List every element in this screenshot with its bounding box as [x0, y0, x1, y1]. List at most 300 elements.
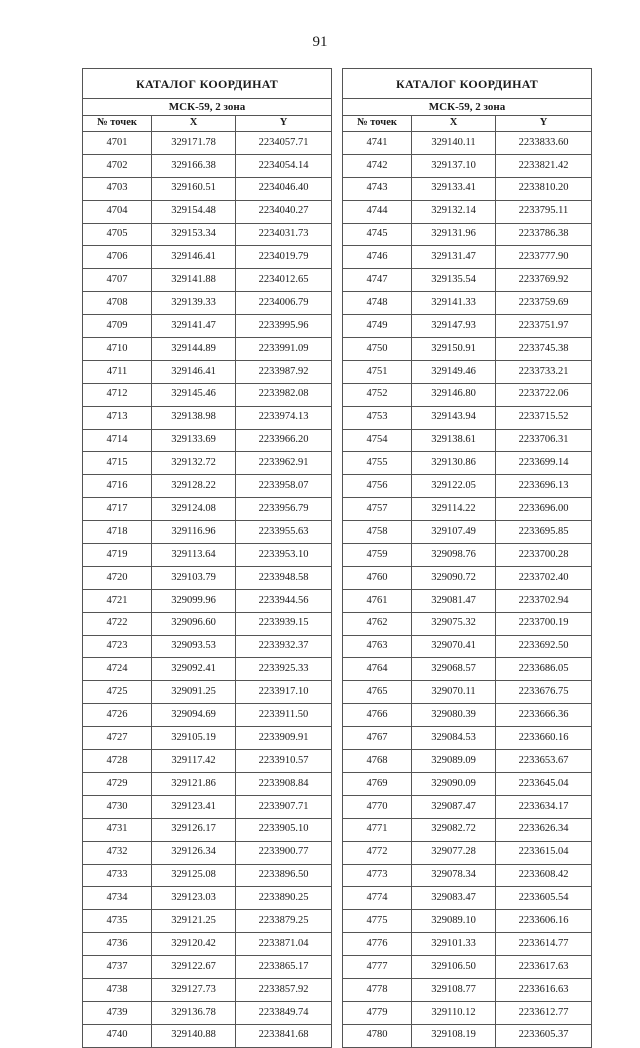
- x-coordinate-cell: 329075.32: [412, 612, 496, 635]
- y-coordinate-cell: 2233626.34: [496, 818, 592, 841]
- x-coordinate-cell: 329094.69: [152, 704, 236, 727]
- y-coordinate-cell: 2233666.36: [496, 704, 592, 727]
- coordinate-system-label: МСК-59, 2 зона: [83, 99, 332, 116]
- table-row: [83, 406, 332, 429]
- point-number-cell: 4706: [83, 246, 152, 269]
- point-number-cell: 4709: [83, 315, 152, 338]
- table-row: [343, 910, 592, 933]
- y-coordinate-cell: 2233900.77: [236, 841, 332, 864]
- table-row: [83, 292, 332, 315]
- y-coordinate-cell: 2233715.52: [496, 406, 592, 429]
- x-coordinate-cell: 329145.46: [152, 383, 236, 406]
- x-coordinate-cell: 329077.28: [412, 841, 496, 864]
- x-coordinate-cell: 329154.48: [152, 200, 236, 223]
- x-coordinate-cell: 329153.34: [152, 223, 236, 246]
- point-number-cell: 4744: [343, 200, 412, 223]
- y-coordinate-cell: 2233953.10: [236, 544, 332, 567]
- y-coordinate-cell: 2233777.90: [496, 246, 592, 269]
- column-header-point-number: № точек: [83, 116, 152, 132]
- y-coordinate-cell: 2233917.10: [236, 681, 332, 704]
- table-row: [343, 704, 592, 727]
- table-row: [343, 933, 592, 956]
- table-row: [343, 658, 592, 681]
- x-coordinate-cell: 329124.08: [152, 498, 236, 521]
- x-coordinate-cell: 329101.33: [412, 933, 496, 956]
- table-row: [343, 132, 592, 155]
- y-coordinate-cell: 2233871.04: [236, 933, 332, 956]
- table-row: [343, 589, 592, 612]
- table-row: [83, 772, 332, 795]
- y-coordinate-cell: 2233751.97: [496, 315, 592, 338]
- table-row: [83, 383, 332, 406]
- coordinate-system-label: МСК-59, 2 зона: [343, 99, 592, 116]
- table-row: [83, 1024, 332, 1047]
- y-coordinate-cell: 2233958.07: [236, 475, 332, 498]
- table-row: [83, 360, 332, 383]
- x-coordinate-cell: 329093.53: [152, 635, 236, 658]
- point-number-cell: 4775: [343, 910, 412, 933]
- table-row: [83, 223, 332, 246]
- table-row: [83, 452, 332, 475]
- table-row: [83, 521, 332, 544]
- y-coordinate-cell: 2233612.77: [496, 1001, 592, 1024]
- y-coordinate-cell: 2233702.94: [496, 589, 592, 612]
- y-coordinate-cell: 2233890.25: [236, 887, 332, 910]
- point-number-cell: 4712: [83, 383, 152, 406]
- table-row: [343, 887, 592, 910]
- table-row: [83, 658, 332, 681]
- x-coordinate-cell: 329126.17: [152, 818, 236, 841]
- x-coordinate-cell: 329139.33: [152, 292, 236, 315]
- y-coordinate-cell: 2233841.68: [236, 1024, 332, 1047]
- x-coordinate-cell: 329122.67: [152, 956, 236, 979]
- table-row: [343, 177, 592, 200]
- point-number-cell: 4761: [343, 589, 412, 612]
- x-coordinate-cell: 329138.61: [412, 429, 496, 452]
- x-coordinate-cell: 329133.69: [152, 429, 236, 452]
- table-row: [83, 887, 332, 910]
- point-number-cell: 4714: [83, 429, 152, 452]
- column-header-y: Y: [496, 116, 592, 132]
- y-coordinate-cell: 2233759.69: [496, 292, 592, 315]
- x-coordinate-cell: 329123.41: [152, 795, 236, 818]
- point-number-cell: 4766: [343, 704, 412, 727]
- y-coordinate-cell: 2233932.37: [236, 635, 332, 658]
- y-coordinate-cell: 2233908.84: [236, 772, 332, 795]
- x-coordinate-cell: 329160.51: [152, 177, 236, 200]
- point-number-cell: 4760: [343, 566, 412, 589]
- point-number-cell: 4739: [83, 1001, 152, 1024]
- x-coordinate-cell: 329130.86: [412, 452, 496, 475]
- table-row: [83, 818, 332, 841]
- y-coordinate-cell: 2233909.91: [236, 727, 332, 750]
- x-coordinate-cell: 329107.49: [412, 521, 496, 544]
- x-coordinate-cell: 329137.10: [412, 154, 496, 177]
- y-coordinate-cell: 2233722.06: [496, 383, 592, 406]
- y-coordinate-cell: 2233810.20: [496, 177, 592, 200]
- y-coordinate-cell: 2233910.57: [236, 750, 332, 773]
- table-row: [83, 864, 332, 887]
- x-coordinate-cell: 329121.25: [152, 910, 236, 933]
- y-coordinate-cell: 2233608.42: [496, 864, 592, 887]
- point-number-cell: 4777: [343, 956, 412, 979]
- point-number-cell: 4704: [83, 200, 152, 223]
- point-number-cell: 4722: [83, 612, 152, 635]
- point-number-cell: 4774: [343, 887, 412, 910]
- point-number-cell: 4746: [343, 246, 412, 269]
- point-number-cell: 4733: [83, 864, 152, 887]
- point-number-cell: 4727: [83, 727, 152, 750]
- x-coordinate-cell: 329135.54: [412, 269, 496, 292]
- y-coordinate-cell: 2233786.38: [496, 223, 592, 246]
- point-number-cell: 4711: [83, 360, 152, 383]
- table-row: [343, 292, 592, 315]
- y-coordinate-cell: 2233991.09: [236, 338, 332, 361]
- point-number-cell: 4729: [83, 772, 152, 795]
- y-coordinate-cell: 2234019.79: [236, 246, 332, 269]
- x-coordinate-cell: 329131.96: [412, 223, 496, 246]
- table-row: [83, 246, 332, 269]
- x-coordinate-cell: 329087.47: [412, 795, 496, 818]
- x-coordinate-cell: 329123.03: [152, 887, 236, 910]
- table-row: [83, 978, 332, 1001]
- point-number-cell: 4724: [83, 658, 152, 681]
- point-number-cell: 4759: [343, 544, 412, 567]
- x-coordinate-cell: 329125.08: [152, 864, 236, 887]
- x-coordinate-cell: 329068.57: [412, 658, 496, 681]
- x-coordinate-cell: 329114.22: [412, 498, 496, 521]
- table-row: [83, 750, 332, 773]
- x-coordinate-cell: 329150.91: [412, 338, 496, 361]
- y-coordinate-cell: 2233905.10: [236, 818, 332, 841]
- table-row: [343, 635, 592, 658]
- y-coordinate-cell: 2233974.13: [236, 406, 332, 429]
- x-coordinate-cell: 329126.34: [152, 841, 236, 864]
- x-coordinate-cell: 329166.38: [152, 154, 236, 177]
- point-number-cell: 4716: [83, 475, 152, 498]
- y-coordinate-cell: 2233700.19: [496, 612, 592, 635]
- point-number-cell: 4767: [343, 727, 412, 750]
- table-row: [83, 933, 332, 956]
- x-coordinate-cell: 329128.22: [152, 475, 236, 498]
- table-row: [83, 612, 332, 635]
- x-coordinate-cell: 329113.64: [152, 544, 236, 567]
- y-coordinate-cell: 2234031.73: [236, 223, 332, 246]
- table-row: [343, 566, 592, 589]
- x-coordinate-cell: 329122.05: [412, 475, 496, 498]
- point-number-cell: 4778: [343, 978, 412, 1001]
- x-coordinate-cell: 329090.09: [412, 772, 496, 795]
- x-coordinate-cell: 329110.12: [412, 1001, 496, 1024]
- x-coordinate-cell: 329141.33: [412, 292, 496, 315]
- table-row: [83, 200, 332, 223]
- x-coordinate-cell: 329108.77: [412, 978, 496, 1001]
- y-coordinate-cell: 2233634.17: [496, 795, 592, 818]
- point-number-cell: 4743: [343, 177, 412, 200]
- x-coordinate-cell: 329084.53: [412, 727, 496, 750]
- x-coordinate-cell: 329089.09: [412, 750, 496, 773]
- x-coordinate-cell: 329108.19: [412, 1024, 496, 1047]
- y-coordinate-cell: 2233911.50: [236, 704, 332, 727]
- point-number-cell: 4745: [343, 223, 412, 246]
- y-coordinate-cell: 2234054.14: [236, 154, 332, 177]
- coordinate-catalog-right: [342, 68, 592, 1048]
- table-row: [343, 154, 592, 177]
- table-row: [343, 727, 592, 750]
- table-row: [343, 246, 592, 269]
- point-number-cell: 4728: [83, 750, 152, 773]
- column-header-y: Y: [236, 116, 332, 132]
- table-row: [343, 818, 592, 841]
- y-coordinate-cell: 2233702.40: [496, 566, 592, 589]
- table-row: [83, 727, 332, 750]
- x-coordinate-cell: 329141.88: [152, 269, 236, 292]
- point-number-cell: 4730: [83, 795, 152, 818]
- table-row: [83, 681, 332, 704]
- point-number-cell: 4721: [83, 589, 152, 612]
- y-coordinate-cell: 2233865.17: [236, 956, 332, 979]
- point-number-cell: 4737: [83, 956, 152, 979]
- table-row: [343, 612, 592, 635]
- point-number-cell: 4713: [83, 406, 152, 429]
- table-row: [343, 521, 592, 544]
- y-coordinate-cell: 2233699.14: [496, 452, 592, 475]
- table-row: [343, 681, 592, 704]
- point-number-cell: 4755: [343, 452, 412, 475]
- x-coordinate-cell: 329105.19: [152, 727, 236, 750]
- table-row: [343, 315, 592, 338]
- y-coordinate-cell: 2233706.31: [496, 429, 592, 452]
- x-coordinate-cell: 329171.78: [152, 132, 236, 155]
- column-header-x: X: [412, 116, 496, 132]
- x-coordinate-cell: 329146.41: [152, 360, 236, 383]
- point-number-cell: 4703: [83, 177, 152, 200]
- table-row: [83, 498, 332, 521]
- point-number-cell: 4735: [83, 910, 152, 933]
- table-row: [343, 544, 592, 567]
- x-coordinate-cell: 329080.39: [412, 704, 496, 727]
- x-coordinate-cell: 329120.42: [152, 933, 236, 956]
- x-coordinate-cell: 329070.11: [412, 681, 496, 704]
- x-coordinate-cell: 329132.14: [412, 200, 496, 223]
- point-number-cell: 4725: [83, 681, 152, 704]
- y-coordinate-cell: 2233700.28: [496, 544, 592, 567]
- x-coordinate-cell: 329121.86: [152, 772, 236, 795]
- y-coordinate-cell: 2233614.77: [496, 933, 592, 956]
- y-coordinate-cell: 2233879.25: [236, 910, 332, 933]
- y-coordinate-cell: 2233686.05: [496, 658, 592, 681]
- x-coordinate-cell: 329131.47: [412, 246, 496, 269]
- x-coordinate-cell: 329146.41: [152, 246, 236, 269]
- table-row: [343, 1001, 592, 1024]
- table-row: [343, 750, 592, 773]
- coordinate-catalog-left: [82, 68, 332, 1048]
- x-coordinate-cell: 329140.11: [412, 132, 496, 155]
- point-number-cell: 4763: [343, 635, 412, 658]
- y-coordinate-cell: 2233645.04: [496, 772, 592, 795]
- y-coordinate-cell: 2233962.91: [236, 452, 332, 475]
- table-row: [343, 200, 592, 223]
- x-coordinate-cell: 329099.96: [152, 589, 236, 612]
- table-row: [343, 452, 592, 475]
- table-row: [83, 841, 332, 864]
- point-number-cell: 4726: [83, 704, 152, 727]
- y-coordinate-cell: 2233995.96: [236, 315, 332, 338]
- y-coordinate-cell: 2233605.54: [496, 887, 592, 910]
- x-coordinate-cell: 329081.47: [412, 589, 496, 612]
- table-row: [343, 795, 592, 818]
- x-coordinate-cell: 329146.80: [412, 383, 496, 406]
- y-coordinate-cell: 2234012.65: [236, 269, 332, 292]
- point-number-cell: 4741: [343, 132, 412, 155]
- y-coordinate-cell: 2233745.38: [496, 338, 592, 361]
- y-coordinate-cell: 2233617.63: [496, 956, 592, 979]
- x-coordinate-cell: 329098.76: [412, 544, 496, 567]
- point-number-cell: 4751: [343, 360, 412, 383]
- x-coordinate-cell: 329141.47: [152, 315, 236, 338]
- point-number-cell: 4770: [343, 795, 412, 818]
- table-row: [343, 841, 592, 864]
- point-number-cell: 4750: [343, 338, 412, 361]
- x-coordinate-cell: 329090.72: [412, 566, 496, 589]
- y-coordinate-cell: 2233987.92: [236, 360, 332, 383]
- point-number-cell: 4768: [343, 750, 412, 773]
- table-row: [83, 154, 332, 177]
- table-row: [343, 772, 592, 795]
- x-coordinate-cell: 329147.93: [412, 315, 496, 338]
- point-number-cell: 4734: [83, 887, 152, 910]
- point-number-cell: 4732: [83, 841, 152, 864]
- x-coordinate-cell: 329078.34: [412, 864, 496, 887]
- y-coordinate-cell: 2233696.13: [496, 475, 592, 498]
- x-coordinate-cell: 329096.60: [152, 612, 236, 635]
- table-row: [83, 795, 332, 818]
- table-row: [83, 429, 332, 452]
- y-coordinate-cell: 2233948.58: [236, 566, 332, 589]
- table-row: [343, 864, 592, 887]
- y-coordinate-cell: 2234057.71: [236, 132, 332, 155]
- table-row: [83, 704, 332, 727]
- x-coordinate-cell: 329070.41: [412, 635, 496, 658]
- x-coordinate-cell: 329127.73: [152, 978, 236, 1001]
- point-number-cell: 4757: [343, 498, 412, 521]
- point-number-cell: 4718: [83, 521, 152, 544]
- table-row: [343, 223, 592, 246]
- y-coordinate-cell: 2233616.63: [496, 978, 592, 1001]
- table-row: [343, 1024, 592, 1047]
- point-number-cell: 4776: [343, 933, 412, 956]
- x-coordinate-cell: 329149.46: [412, 360, 496, 383]
- x-coordinate-cell: 329143.94: [412, 406, 496, 429]
- table-row: [343, 338, 592, 361]
- point-number-cell: 4753: [343, 406, 412, 429]
- point-number-cell: 4742: [343, 154, 412, 177]
- y-coordinate-cell: 2233944.56: [236, 589, 332, 612]
- x-coordinate-cell: 329106.50: [412, 956, 496, 979]
- point-number-cell: 4779: [343, 1001, 412, 1024]
- y-coordinate-cell: 2233606.16: [496, 910, 592, 933]
- point-number-cell: 4717: [83, 498, 152, 521]
- point-number-cell: 4765: [343, 681, 412, 704]
- point-number-cell: 4738: [83, 978, 152, 1001]
- x-coordinate-cell: 329144.89: [152, 338, 236, 361]
- x-coordinate-cell: 329138.98: [152, 406, 236, 429]
- table-row: [83, 589, 332, 612]
- table-row: [343, 475, 592, 498]
- point-number-cell: 4723: [83, 635, 152, 658]
- y-coordinate-cell: 2233692.50: [496, 635, 592, 658]
- y-coordinate-cell: 2234040.27: [236, 200, 332, 223]
- point-number-cell: 4754: [343, 429, 412, 452]
- catalog-title: КАТАЛОГ КООРДИНАТ: [83, 69, 332, 99]
- point-number-cell: 4771: [343, 818, 412, 841]
- y-coordinate-cell: 2233821.42: [496, 154, 592, 177]
- point-number-cell: 4707: [83, 269, 152, 292]
- y-coordinate-cell: 2233605.37: [496, 1024, 592, 1047]
- point-number-cell: 4701: [83, 132, 152, 155]
- point-number-cell: 4769: [343, 772, 412, 795]
- y-coordinate-cell: 2233615.04: [496, 841, 592, 864]
- x-coordinate-cell: 329103.79: [152, 566, 236, 589]
- y-coordinate-cell: 2233676.75: [496, 681, 592, 704]
- column-header-x: X: [152, 116, 236, 132]
- point-number-cell: 4731: [83, 818, 152, 841]
- point-number-cell: 4749: [343, 315, 412, 338]
- table-row: [343, 360, 592, 383]
- table-row: [343, 956, 592, 979]
- point-number-cell: 4762: [343, 612, 412, 635]
- y-coordinate-cell: 2233896.50: [236, 864, 332, 887]
- point-number-cell: 4719: [83, 544, 152, 567]
- y-coordinate-cell: 2233733.21: [496, 360, 592, 383]
- y-coordinate-cell: 2234046.40: [236, 177, 332, 200]
- catalog-title: КАТАЛОГ КООРДИНАТ: [343, 69, 592, 99]
- point-number-cell: 4740: [83, 1024, 152, 1047]
- table-row: [83, 177, 332, 200]
- x-coordinate-cell: 329136.78: [152, 1001, 236, 1024]
- point-number-cell: 4708: [83, 292, 152, 315]
- point-number-cell: 4780: [343, 1024, 412, 1047]
- y-coordinate-cell: 2233660.16: [496, 727, 592, 750]
- point-number-cell: 4756: [343, 475, 412, 498]
- table-row: [83, 910, 332, 933]
- table-row: [343, 406, 592, 429]
- y-coordinate-cell: 2233857.92: [236, 978, 332, 1001]
- table-row: [343, 498, 592, 521]
- table-row: [83, 566, 332, 589]
- table-row: [83, 1001, 332, 1024]
- x-coordinate-cell: 329092.41: [152, 658, 236, 681]
- y-coordinate-cell: 2233695.85: [496, 521, 592, 544]
- point-number-cell: 4720: [83, 566, 152, 589]
- table-row: [83, 315, 332, 338]
- x-coordinate-cell: 329083.47: [412, 887, 496, 910]
- column-header-point-number: № точек: [343, 116, 412, 132]
- y-coordinate-cell: 2233956.79: [236, 498, 332, 521]
- point-number-cell: 4710: [83, 338, 152, 361]
- y-coordinate-cell: 2233966.20: [236, 429, 332, 452]
- catalog-body: [343, 132, 592, 1048]
- point-number-cell: 4705: [83, 223, 152, 246]
- table-row: [83, 956, 332, 979]
- point-number-cell: 4748: [343, 292, 412, 315]
- y-coordinate-cell: 2233849.74: [236, 1001, 332, 1024]
- point-number-cell: 4772: [343, 841, 412, 864]
- table-row: [343, 978, 592, 1001]
- point-number-cell: 4715: [83, 452, 152, 475]
- x-coordinate-cell: 329132.72: [152, 452, 236, 475]
- y-coordinate-cell: 2233769.92: [496, 269, 592, 292]
